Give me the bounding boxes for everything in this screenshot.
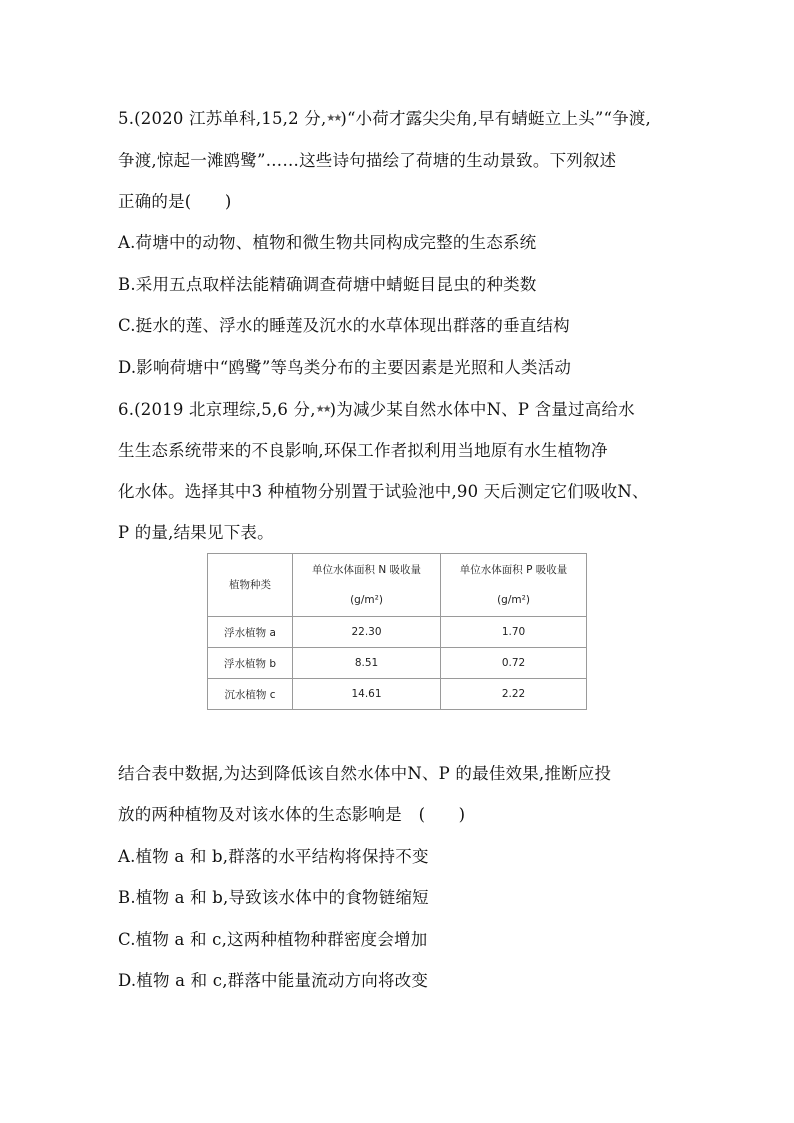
- cell-plant-name: 沉水植物 c: [208, 679, 293, 710]
- q6-option-c: C.植物 a 和 c,这两种植物种群密度会增加: [118, 930, 428, 949]
- cell-n-value: 14.61: [293, 679, 441, 710]
- q5-source: 5.(2020 江苏单科,15,2 分,: [118, 109, 327, 128]
- cell-n-value: 8.51: [293, 648, 441, 679]
- cell-plant-name: 浮水植物 b: [208, 648, 293, 679]
- q6-option-a: A.植物 a 和 b,群落的水平结构将保持不变: [118, 847, 429, 866]
- difficulty-stars-icon: ★★: [315, 404, 330, 415]
- q5-option-b: B.采用五点取样法能精确调查荷塘中蜻蜓目昆虫的种类数: [118, 275, 537, 294]
- q5-option-c: C.挺水的莲、浮水的睡莲及沉水的水草体现出群落的垂直结构: [118, 316, 570, 335]
- table-row: [208, 648, 587, 679]
- table-row: [208, 679, 587, 710]
- q6-option-b: B.植物 a 和 b,导致该水体中的食物链缩短: [118, 888, 429, 907]
- cell-n-value: 22.30: [293, 617, 441, 648]
- absorption-table: [207, 553, 587, 710]
- header-p-label: 单位水体面积 P 吸收量: [459, 564, 568, 576]
- cell-p-value: 2.22: [441, 679, 587, 710]
- q6-stem-text: )为减少某自然水体中N、P 含量过高给水: [329, 400, 635, 419]
- header-n-unit: (g/m²): [350, 594, 383, 606]
- header-p-unit: (g/m²): [497, 594, 530, 606]
- q5-stem-line-2: 争渡,惊起一滩鸥鹭”……这些诗句描绘了荷塘的生动景致。下列叙述: [118, 151, 617, 170]
- header-plant-type: 植物种类: [208, 554, 293, 617]
- q6-stem-line-1: [118, 399, 635, 421]
- q6-after-line-2: 放的两种植物及对该水体的生态影响是 ( ): [118, 805, 466, 824]
- cell-plant-name: 浮水植物 a: [208, 617, 293, 648]
- cell-p-value: 1.70: [441, 617, 587, 648]
- q6-option-d: D.植物 a 和 c,群落中能量流动方向将改变: [118, 971, 429, 990]
- cell-p-value: 0.72: [441, 648, 587, 679]
- q5-option-d: D.影响荷塘中“鸥鹭”等鸟类分布的主要因素是光照和人类活动: [118, 358, 572, 377]
- q6-stem-line-3: 化水体。选择其中3 种植物分别置于试验池中,90 天后测定它们吸收N、: [118, 482, 649, 501]
- q6-source: 6.(2019 北京理综,5,6 分,: [118, 400, 316, 419]
- header-n-absorption: [293, 554, 441, 617]
- q5-stem-line-1: [118, 108, 651, 130]
- table-header-row: [208, 554, 587, 617]
- q5-stem-text: )“小荷才露尖尖角,早有蜻蜓立上头”“争渡,: [340, 109, 651, 128]
- table-row: [208, 617, 587, 648]
- header-n-label: 单位水体面积 N 吸收量: [311, 564, 422, 576]
- q6-after-line-1: 结合表中数据,为达到降低该自然水体中N、P 的最佳效果,推断应投: [118, 764, 612, 783]
- header-p-absorption: [441, 554, 587, 617]
- q6-stem-line-4: P 的量,结果见下表。: [118, 523, 274, 542]
- q5-stem-line-3: 正确的是( ): [118, 192, 232, 211]
- q5-option-a: A.荷塘中的动物、植物和微生物共同构成完整的生态系统: [118, 233, 537, 252]
- difficulty-stars-icon: ★★: [326, 113, 341, 124]
- q6-stem-line-2: 生生态系统带来的不良影响,环保工作者拟利用当地原有水生植物净: [118, 441, 608, 460]
